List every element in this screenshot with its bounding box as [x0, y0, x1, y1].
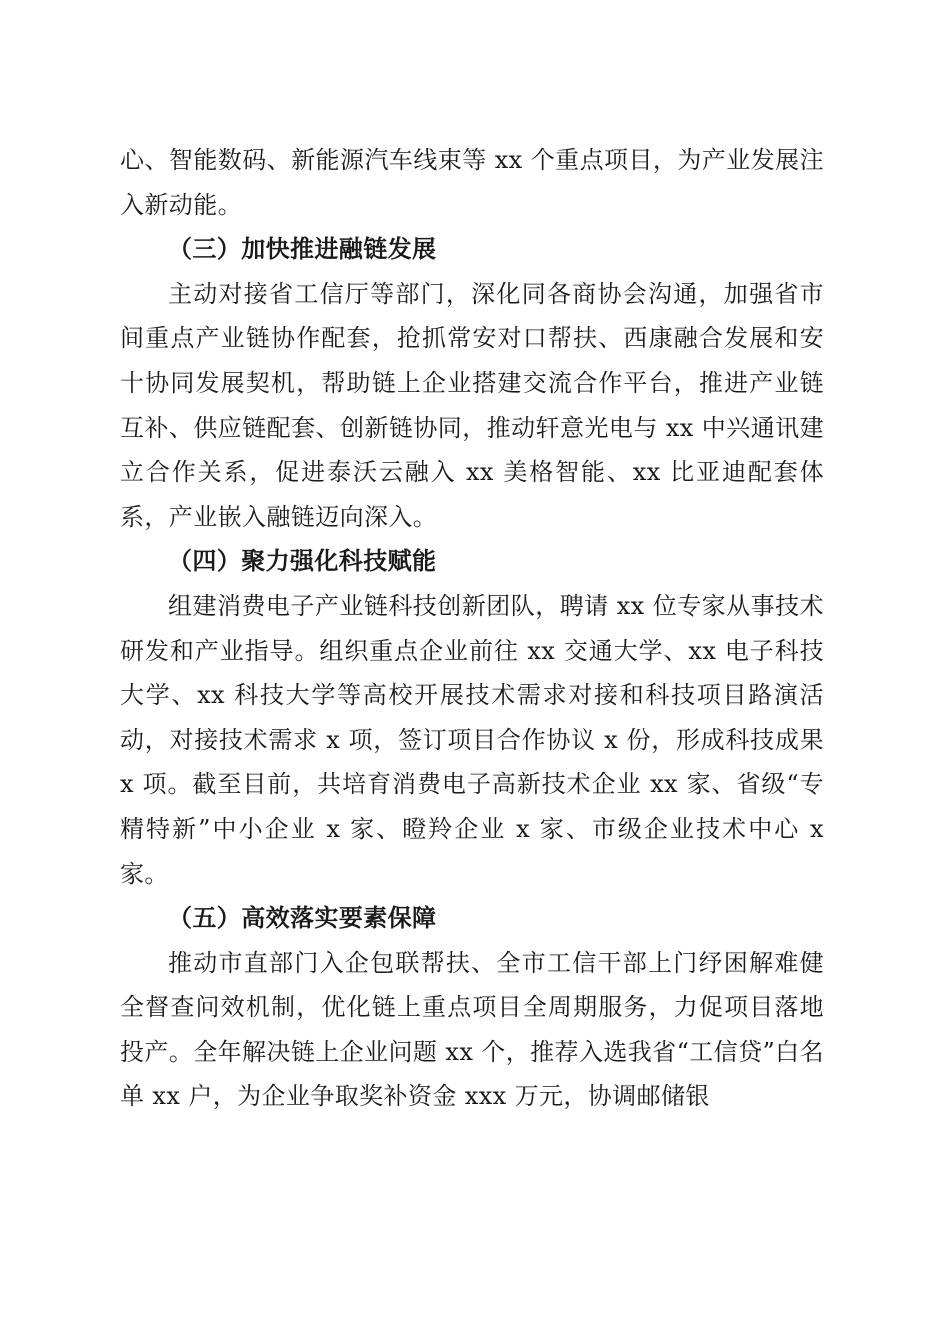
section-heading-3: （三）加快推进融链发展: [168, 234, 437, 264]
paragraph-3: 主动对接省工信厅等部门，深化同各商协会沟通，加强省市间重点产业链协作配套，抢抓常安对口帮扶、西康融合发展和安十协同发展契机，帮助链上企业搭建交流合作平台，推进产业链互补、供应链配套、创新链协同，推动轩意光电与 xx 中兴通讯建立合作关系，促进泰沃云融入 xx 美格智能、xx 比亚迪配套体系，产业嵌入融链迈向深入。: [120, 279, 824, 531]
section-heading-5: （五）高效落实要素保障: [168, 903, 437, 933]
document-page: [120, 138, 824, 1119]
section-heading-4: （四）聚力强化科技赋能: [168, 546, 437, 576]
paragraph-5: 推动市直部门入企包联帮扶、全市工信干部上门纾困解难健全督查问效机制，优化链上重点项目全周期服务，力促项目落地投产。全年解决链上企业问题 xx 个，推荐入选我省“工信贷”白名单 xx 户，为企业争取奖补资金 xxx 万元，协调邮储银: [120, 948, 824, 1111]
paragraph-continuation: 心、智能数码、新能源汽车线束等 xx 个重点项目，为产业发展注入新动能。: [120, 146, 824, 219]
paragraph-4: 组建消费电子产业链科技创新团队，聘请 xx 位专家从事技术研发和产业指导。组织重点企业前往 xx 交通大学、xx 电子科技大学、xx 科技大学等高校开展技术需求对接和科技项目路演活动，对接技术需求 x 项，签订项目合作协议 x 份，形成科技成果 x 项。截至目前，共培育消费电子高新技术企业 xx 家、省级“专精特新”中小企业 x 家、瞪羚企业 x 家、市级企业技术中心 x 家。: [120, 591, 824, 888]
